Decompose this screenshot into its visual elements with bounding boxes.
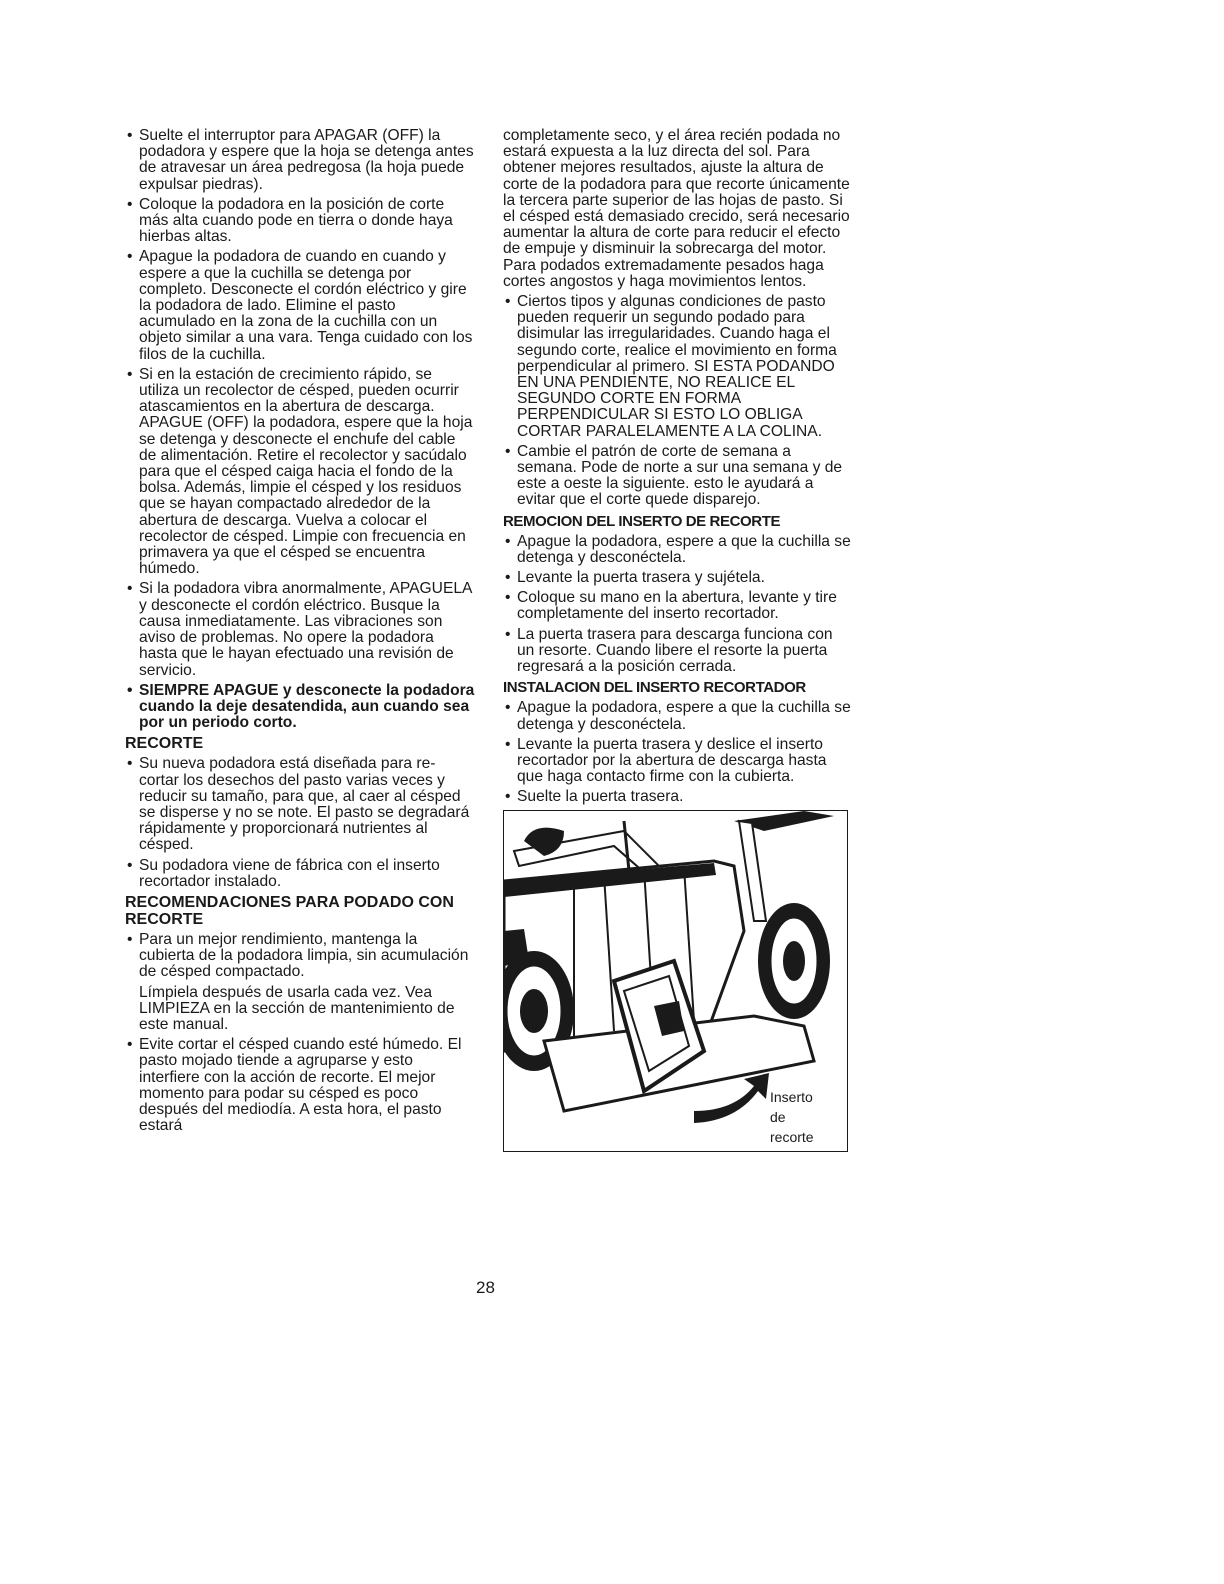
warning-item (125, 683, 475, 732)
list-item (125, 197, 475, 246)
list-item-text: Apague la podadora de cuando en cuando y espere a que la cuchilla se detenga por completo. Desconecte el cordón eléctrico y gire la podadora de lado. Elimine el pasto acumulado en la zona de la cuchilla con un objeto similar a una vara. Tenga cuidado con los filos de la cuchilla. (139, 248, 473, 363)
continued-paragraph: completamente seco, y el área recién podada no estará expuesta a la luz directa del sol. Para obtener mejores resultados, ajuste la altura de corte de la podadora para que recorte únicamente la tercera parte superior de las hojas de pasto. Si el césped está demasiado crecido, será necesario aumentar la altura de corte para reducir el efecto de empuje y disminuir la sobrecarga del motor. Para podados extremadamente pesados haga cortes angostos y haga movimientos lentos. (503, 127, 850, 290)
section-heading-remocion: REMOCION DEL INSERTO DE RECORTE (503, 512, 781, 530)
list-item-text: Si la podadora vibra anormalmente, APAGUELA y desconecte el cordón eléctrico. Busque la causa inmediatamente. Las vibraciones son aviso de problemas. No opere la podadora hasta que le hayan efectuado una revisión de servicio. (139, 580, 472, 679)
bullet: • (127, 248, 133, 266)
list-item (503, 737, 853, 786)
bullet: • (127, 1036, 133, 1054)
list-item (503, 444, 853, 509)
bullet: • (505, 735, 511, 753)
bullet: • (127, 930, 133, 948)
list-item-text: Suelte la puerta trasera. (517, 788, 684, 806)
list-item (125, 367, 475, 578)
caption-line: de (770, 1108, 786, 1125)
bullet: • (505, 699, 511, 717)
list-item (125, 932, 475, 981)
list-item (125, 858, 475, 890)
list-item-subparagraph: Límpiela después de usarla cada vez. Vea LIMPIEZA en la sección de mantenimiento de este manual. (139, 983, 455, 1033)
list-item-text: Para un mejor rendimiento, mantenga la cubierta de la podadora limpia, sin acumulación de césped compactado. (139, 930, 469, 981)
list-item-text: Coloque su mano en la abertura, levante y tire completamente del inserto recortador. (517, 589, 837, 623)
list-item (125, 249, 475, 362)
list-item (503, 534, 853, 566)
list-item-text: Apague la podadora, espere a que la cuchilla se detenga y desconéctela. (517, 532, 851, 566)
figure-caption (770, 1087, 814, 1147)
list-item (503, 789, 853, 805)
list-item (503, 627, 853, 676)
left-column (125, 128, 475, 1138)
list-item-text: Suelte el interruptor para APAGAR (OFF) la podadora y espere que la hoja se detenga antes de atravesar un área pedregosa (la hoja puede expulsar piedras). (139, 127, 474, 193)
list-item (503, 294, 853, 440)
list-item (125, 1037, 475, 1134)
bullet: • (505, 589, 511, 607)
caption-line: Inserto (770, 1088, 813, 1105)
list-item-text: Ciertos tipos y algunas condiciones de pasto pueden requerir un segundo podado para disimular las irregularidades. Cuando haga el segundo corte, realice el movimiento en forma perpendicular al primero. SI ESTA PODANDO EN UNA PENDIENTE, NO REALICE EL SEGUNDO CORTE EN FORMA PERPENDICULAR SI ESTO LO OBLIGA CORTAR PARALELAMENTE A LA COLINA. (517, 293, 837, 440)
right-column (503, 128, 853, 1152)
bullet: • (505, 293, 511, 311)
bullet: • (127, 580, 133, 598)
list-item-text: Levante la puerta trasera y deslice el inserto recortador por la abertura de descarga hasta que haga contacto firme con la cubierta. (517, 735, 827, 786)
list-item-text: Apague la podadora, espere a que la cuchilla se detenga y desconéctela. (517, 699, 851, 733)
warning-text: SIEMPRE APAGUE y desconecte la podadora cuando la deje desatendida, aun cuando sea por un periodo corto. (139, 681, 475, 732)
mulching-insert-illustration (503, 810, 848, 1152)
list-item-text: Su podadora viene de fábrica con el inserto recortador instalado. (139, 856, 440, 890)
bullet: • (505, 442, 511, 460)
list-item-text: Levante la puerta trasera y sujétela. (517, 569, 765, 587)
section-heading-instalacion: INSTALACION DEL INSERTO RECORTADOR (503, 679, 806, 697)
list-item (125, 756, 475, 853)
bullet: • (127, 365, 133, 383)
list-item (503, 570, 853, 586)
page-number: 28 (476, 1278, 495, 1297)
list-item-text: Coloque la podadora en la posición de corte más alta cuando pode en tierra o donde haya hierbas altas. (139, 195, 453, 246)
list-item (125, 581, 475, 678)
bullet: • (505, 625, 511, 643)
list-item-text: Si en la estación de crecimiento rápido, se utiliza un recolector de césped, pueden ocurrir atascamientos en la abertura de descarga. APAGUE (OFF) la podadora, espere que la hoja se detenga y desconecte el enchufe del cable de alimentación. Retire el recolector y sacúdalo para que el césped caiga hacia el fondo de la bolsa. Además, limpie el césped y los residuos que se hayan compactado alrededor de la abertura de descarga. Vuelva a colocar el recolector de césped. Limpie con frecuencia en primavera ya que el césped se encuentra húmedo. (139, 365, 473, 578)
list-item (125, 128, 475, 193)
bullet: • (505, 788, 511, 806)
bullet: • (505, 532, 511, 550)
bullet: • (127, 755, 133, 773)
bullet: • (127, 681, 133, 699)
section-heading-recorte: RECORTE (125, 735, 204, 753)
bullet: • (127, 195, 133, 213)
bullet: • (127, 127, 133, 144)
bullet: • (505, 569, 511, 587)
list-item (503, 700, 853, 732)
list-item-text: Evite cortar el césped cuando esté húmedo. El pasto mojado tiende a agruparse y esto interfiere con la acción de recorte. El mejor momento para podar su césped es poco después del mediodía. A esta hora, el pasto estará (139, 1036, 462, 1135)
list-item-text: La puerta trasera para descarga funciona con un resorte. Cuando libere el resorte la puerta regresará a la posición cerrada. (517, 625, 833, 676)
bullet: • (127, 856, 133, 874)
list-item-text: Cambie el patrón de corte de semana a semana. Pode de norte a sur una semana y de este a oeste la siguiente. esto le ayudará a evitar que el corte quede disparejo. (517, 442, 843, 509)
section-heading-recomendaciones: RECOMENDACIONES PARA PODADO CON RECORTE (125, 893, 454, 928)
list-item (503, 590, 853, 622)
list-item-text: Su nueva podadora está diseñada para re-cortar los desechos del pasto varias veces y reducir su tamaño, para que, al caer al césped se disperse y no se note. El pasto se degradará rápidamente y proporcionará nutrientes al césped. (139, 755, 470, 854)
caption-line: recorte (770, 1128, 814, 1145)
